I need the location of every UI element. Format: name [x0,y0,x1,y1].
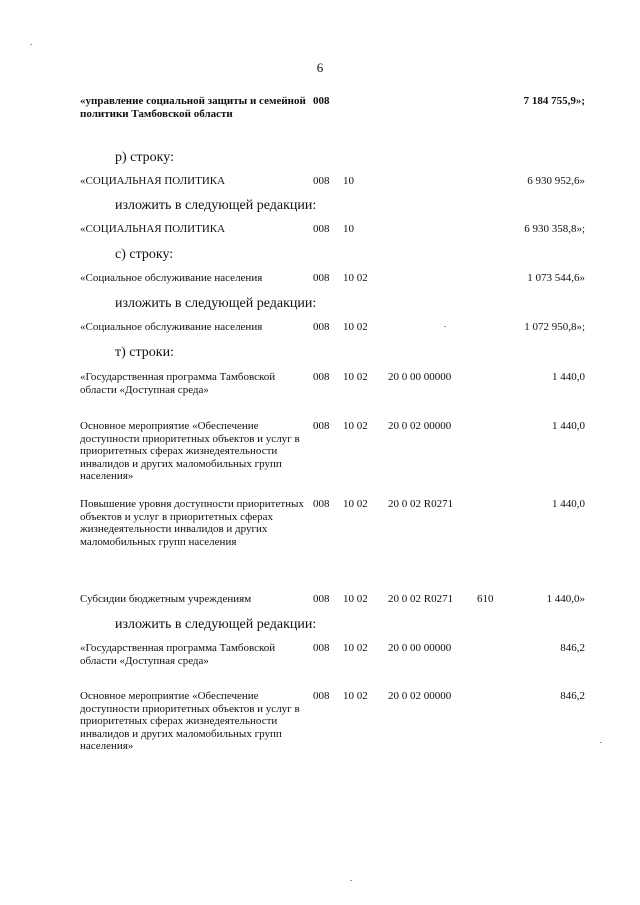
admin-code: 008 [313,420,330,432]
amount: 6 930 952,6» [527,175,585,187]
amount: 1 440,0 [552,498,585,510]
section-code: 10 02 [343,690,368,702]
expense-type: 610 [477,593,494,605]
amount: 846,2 [560,690,585,702]
section-code: 10 02 [343,420,368,432]
admin-code: 008 [313,690,330,702]
row-name: Субсидии бюджетным учреждениям [80,593,252,605]
section-code: 10 02 [343,498,368,510]
amount: 1 440,0 [552,371,585,383]
section-code: 10 [343,223,354,235]
instruction-text: т) строки: [115,345,174,360]
amount: 7 184 755,9»; [523,95,585,107]
amount: 1 073 544,6» [527,272,585,284]
page-number: 6 [316,60,324,75]
instruction-text: с) строку: [115,247,174,262]
instruction-text: изложить в следующей редакции: [115,617,317,632]
scan-speck [600,742,602,743]
article-code: 20 0 02 R0271 [388,593,454,605]
row-name: Основное мероприятие «Обеспечение доступности приоритетных объектов и услуг в приоритетных сферах жизнедеятельности инвалидов и других маломобильных групп населения» [80,690,300,752]
row-name: «Социальное обслуживание населения [80,321,263,333]
row-name: «СОЦИАЛЬНАЯ ПОЛИТИКА [80,175,226,187]
admin-code: 008 [313,642,330,654]
row-name: «управление социальной защиты и семейной политики Тамбовской области [80,95,306,120]
admin-code: 008 [313,223,330,235]
amount: 1 440,0 [552,420,585,432]
instruction-text: р) строку: [115,150,174,165]
row-name: «СОЦИАЛЬНАЯ ПОЛИТИКА [80,223,226,235]
scan-speck [30,44,32,45]
scan-speck [350,880,352,881]
section-code: 10 02 [343,642,368,654]
admin-code: 008 [313,498,330,510]
admin-code: 008 [313,175,330,187]
section-code: 10 02 [343,321,368,333]
section-code: 10 02 [343,593,368,605]
article-code: 20 0 02 00000 [388,690,452,702]
section-code: 10 02 [343,371,368,383]
admin-code: 008 [313,272,330,284]
article-code: 20 0 00 00000 [388,371,452,383]
article-code: 20 0 00 00000 [388,642,452,654]
instruction-text: изложить в следующей редакции: [115,198,317,213]
article-code: 20 0 02 R0271 [388,498,454,510]
instruction-text: изложить в следующей редакции: [115,296,317,311]
amount: 1 440,0» [546,593,585,605]
row-name: «Социальное обслуживание населения [80,272,263,284]
section-code: 10 [343,175,354,187]
row-name: «Государственная программа Тамбовской области «Доступная среда» [80,642,276,667]
row-name: «Государственная программа Тамбовской области «Доступная среда» [80,371,276,396]
admin-code: 008 [313,321,330,333]
row-name: Основное мероприятие «Обеспечение доступности приоритетных объектов и услуг в приоритетных сферах жизнедеятельности инвалидов и других маломобильных групп населения» [80,420,300,482]
admin-code: 008 [313,95,330,107]
amount: 846,2 [560,642,585,654]
section-code: 10 02 [343,272,368,284]
row-name: Повышение уровня доступности приоритетных объектов и услуг в приоритетных сферах жизнедеятельности инвалидов и других маломобильных групп населения [80,498,304,548]
scan-speck [444,326,446,327]
article-code: 20 0 02 00000 [388,420,452,432]
admin-code: 008 [313,593,330,605]
amount: 1 072 950,8»; [524,321,585,333]
admin-code: 008 [313,371,330,383]
amount: 6 930 358,8»; [524,223,585,235]
